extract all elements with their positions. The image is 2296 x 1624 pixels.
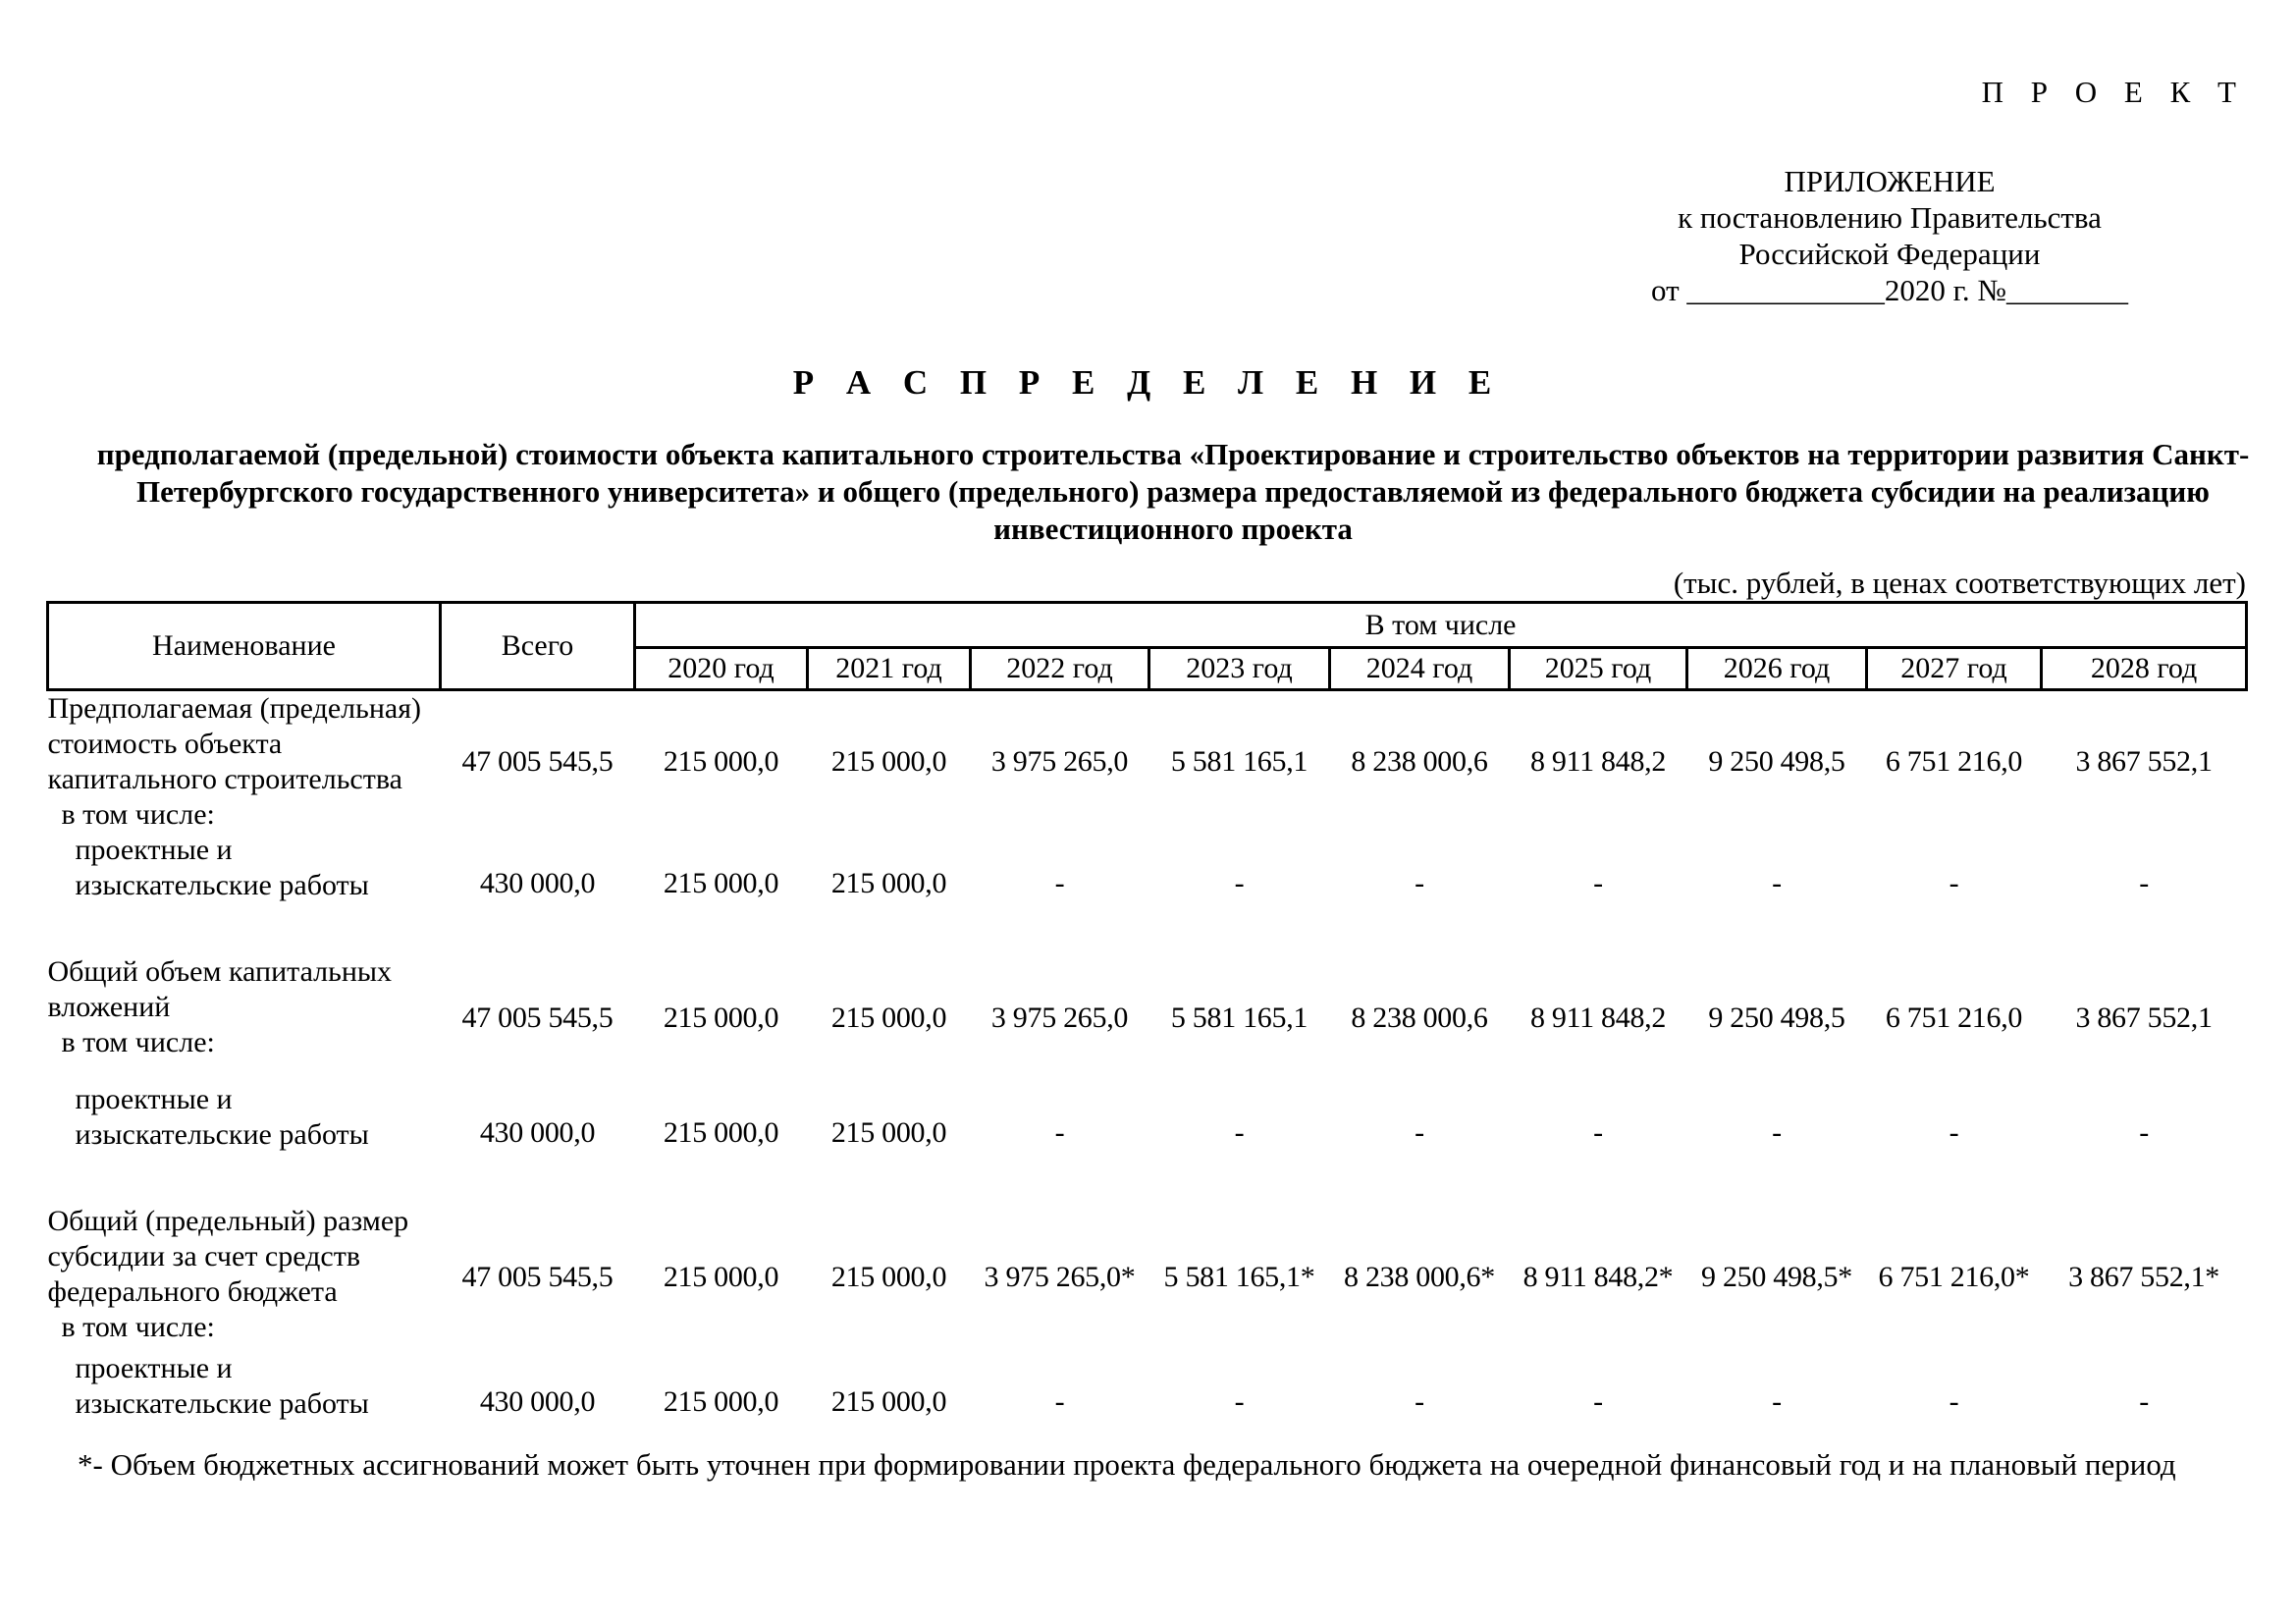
subrow-name bbox=[48, 1351, 441, 1453]
year-value-cell: 215 000,0 bbox=[830, 1261, 947, 1293]
year-value-cell: 8 238 000,6 bbox=[1351, 745, 1488, 778]
spacer-row bbox=[48, 1184, 2247, 1204]
table-row bbox=[48, 1204, 2247, 1351]
year-value-cell: 3 867 552,1 bbox=[2075, 1001, 2213, 1034]
table-body bbox=[48, 690, 2247, 1454]
subrow-value-cell: - bbox=[1054, 1385, 1065, 1418]
subrow-value-cell: - bbox=[1772, 867, 1782, 899]
subrow-value-cell: - bbox=[1415, 1116, 1424, 1149]
subrow-name bbox=[48, 833, 441, 935]
row-name-line: Общий (предельный) размер bbox=[47, 1205, 409, 1237]
subrow-value-cell: - bbox=[1054, 867, 1065, 899]
subrow-name-line: проектные и bbox=[75, 1352, 233, 1384]
subrow-total-cell: 430 000,0 bbox=[479, 867, 596, 899]
year-value-cell: 8 911 848,2* bbox=[1522, 1261, 1674, 1293]
year-value-cell: 215 000,0 bbox=[830, 1001, 947, 1034]
year-value-cell: 5 581 165,1* bbox=[1163, 1261, 1315, 1293]
year-value-cell: 6 751 216,0* bbox=[1878, 1261, 2030, 1293]
year-value-cell: 215 000,0 bbox=[663, 1001, 779, 1034]
subrow-total-cell: 430 000,0 bbox=[479, 1385, 596, 1418]
row-total-cell: 47 005 545,5 bbox=[461, 745, 614, 778]
year-value-cell: 215 000,0 bbox=[830, 745, 947, 778]
subrow-value-cell: - bbox=[1593, 1116, 1603, 1149]
table-subrow bbox=[48, 1351, 2247, 1453]
subrow-value-cell: - bbox=[1593, 1385, 1603, 1418]
row-name-line: стоимость объекта bbox=[47, 728, 283, 760]
year-value-cell: 5 581 165,1 bbox=[1170, 1001, 1308, 1034]
subrow-value-cell: - bbox=[1415, 867, 1424, 899]
subrow-value-cell: 215 000,0 bbox=[663, 867, 779, 899]
subrow-value-cell: - bbox=[1593, 867, 1603, 899]
subrow-value-cell: - bbox=[2139, 867, 2149, 899]
subrow-value-cell: - bbox=[1772, 1385, 1782, 1418]
year-header: 2020 год bbox=[635, 648, 808, 690]
year-header: 2025 год bbox=[1510, 648, 1687, 690]
year-header: 2028 год bbox=[2042, 648, 2247, 690]
year-value-cell: 6 751 216,0 bbox=[1885, 745, 2023, 778]
column-header-name: Наименование bbox=[48, 603, 441, 690]
year-value-cell: 215 000,0 bbox=[663, 745, 779, 778]
footnote: *- Объем бюджетных ассигнований может быть уточнен при формировании проекта федерального бюджета на очередной финансовый год и на плановый период bbox=[78, 1447, 2176, 1482]
year-value-cell: 9 250 498,5* bbox=[1701, 1261, 1852, 1293]
row-name bbox=[48, 1204, 441, 1351]
subrow-name-line: проектные и bbox=[75, 834, 233, 866]
year-value-cell: 8 911 848,2 bbox=[1529, 745, 1667, 778]
year-value-cell: 215 000,0 bbox=[663, 1261, 779, 1293]
subrow-name-line: проектные и bbox=[75, 1083, 233, 1115]
row-name-line: субсидии за счет средств bbox=[47, 1240, 361, 1272]
subrow-value-cell: 215 000,0 bbox=[830, 1116, 947, 1149]
year-value-cell: 5 581 165,1 bbox=[1170, 745, 1308, 778]
subrow-name bbox=[48, 1082, 441, 1184]
year-header: 2021 год bbox=[808, 648, 971, 690]
row-total-cell: 47 005 545,5 bbox=[461, 1001, 614, 1034]
document-subtitle: предполагаемой (предельной) стоимости объекта капитального строительства «Проектирование и строительство объектов на территории развития Санкт-Петербургского государственного университета» и общего (предельного) размера предоставляемой из федерального бюджета субсидии на реализацию инвестиционного проекта bbox=[96, 437, 2250, 546]
subrow-value-cell: - bbox=[1949, 1116, 1959, 1149]
column-header-total: Всего bbox=[441, 603, 635, 690]
row-name-line: капитального строительства bbox=[47, 763, 402, 795]
table-subrow bbox=[48, 1082, 2247, 1184]
year-value-cell: 3 975 265,0 bbox=[990, 745, 1129, 778]
row-name-line: вложений bbox=[47, 991, 171, 1023]
year-header: 2023 год bbox=[1149, 648, 1330, 690]
subrow-value-cell: - bbox=[1234, 1385, 1245, 1418]
subrow-value-cell: 215 000,0 bbox=[830, 867, 947, 899]
subrow-name-line: изыскательские работы bbox=[75, 1118, 369, 1151]
subrow-value-cell: - bbox=[1949, 867, 1959, 899]
row-name bbox=[48, 690, 441, 834]
row-name-line: Общий объем капитальных bbox=[47, 955, 393, 988]
appendix-heading: ПРИЛОЖЕНИЕ bbox=[1784, 164, 1996, 198]
table-subrow bbox=[48, 833, 2247, 935]
year-header: 2022 год bbox=[971, 648, 1149, 690]
year-value-cell: 6 751 216,0 bbox=[1885, 1001, 2023, 1034]
year-value-cell: 8 238 000,6* bbox=[1344, 1261, 1495, 1293]
table-row bbox=[48, 690, 2247, 834]
year-value-cell: 3 867 552,1 bbox=[2075, 745, 2213, 778]
subrow-value-cell: 215 000,0 bbox=[663, 1385, 779, 1418]
spacer-cell bbox=[48, 1184, 2247, 1204]
row-name-line: Предполагаемая (предельная) bbox=[47, 692, 421, 725]
spacer-row bbox=[48, 935, 2247, 954]
subrow-value-cell: - bbox=[1054, 1116, 1065, 1149]
subrow-value-cell: - bbox=[1234, 1116, 1245, 1149]
appendix-line-3: Российской Федерации bbox=[1738, 237, 2041, 271]
table-header bbox=[48, 603, 2247, 690]
row-name-line: федерального бюджета bbox=[47, 1275, 338, 1308]
subrow-value-cell: - bbox=[2139, 1116, 2149, 1149]
row-total-cell: 47 005 545,5 bbox=[461, 1261, 614, 1293]
subrow-name-line: изыскательские работы bbox=[75, 869, 369, 901]
subrow-total-cell: 430 000,0 bbox=[479, 1116, 596, 1149]
appendix-line-2: к постановлению Правительства bbox=[1678, 200, 2102, 235]
year-value-cell: 3 975 265,0* bbox=[984, 1261, 1136, 1293]
subrow-value-cell: 215 000,0 bbox=[663, 1116, 779, 1149]
subrow-value-cell: 215 000,0 bbox=[830, 1385, 947, 1418]
including-label: в том числе: bbox=[61, 1311, 215, 1343]
year-header: 2024 год bbox=[1330, 648, 1510, 690]
year-value-cell: 9 250 498,5 bbox=[1708, 745, 1845, 778]
allocation-table bbox=[46, 601, 2248, 1453]
table-row bbox=[48, 954, 2247, 1082]
year-value-cell: 9 250 498,5 bbox=[1708, 1001, 1845, 1034]
year-value-cell: 3 975 265,0 bbox=[990, 1001, 1129, 1034]
subrow-value-cell: - bbox=[1772, 1116, 1782, 1149]
units-note: (тыс. рублей, в ценах соответствующих лет) bbox=[1673, 566, 2246, 600]
including-label: в том числе: bbox=[61, 1026, 215, 1058]
subrow-value-cell: - bbox=[1949, 1385, 1959, 1418]
subrow-value-cell: - bbox=[2139, 1385, 2149, 1418]
column-header-including: В том числе bbox=[635, 603, 2247, 648]
document-title: Р А С П Р Е Д Е Л Е Н И Е bbox=[792, 363, 1504, 402]
including-label: в том числе: bbox=[61, 798, 215, 831]
project-stamp: П Р О Е К Т bbox=[1981, 75, 2246, 109]
year-value-cell: 3 867 552,1* bbox=[2068, 1261, 2219, 1293]
spacer-cell bbox=[48, 935, 2247, 954]
subrow-name-line: изыскательские работы bbox=[75, 1387, 369, 1420]
year-value-cell: 8 238 000,6 bbox=[1351, 1001, 1488, 1034]
year-header: 2027 год bbox=[1867, 648, 2042, 690]
year-value-cell: 8 911 848,2 bbox=[1529, 1001, 1667, 1034]
appendix-block bbox=[1571, 163, 2209, 308]
subrow-value-cell: - bbox=[1234, 867, 1245, 899]
appendix-date-number-line: от _____________2020 г. №________ bbox=[1651, 273, 2128, 307]
row-name bbox=[48, 954, 441, 1082]
year-header: 2026 год bbox=[1687, 648, 1867, 690]
subrow-value-cell: - bbox=[1415, 1385, 1424, 1418]
